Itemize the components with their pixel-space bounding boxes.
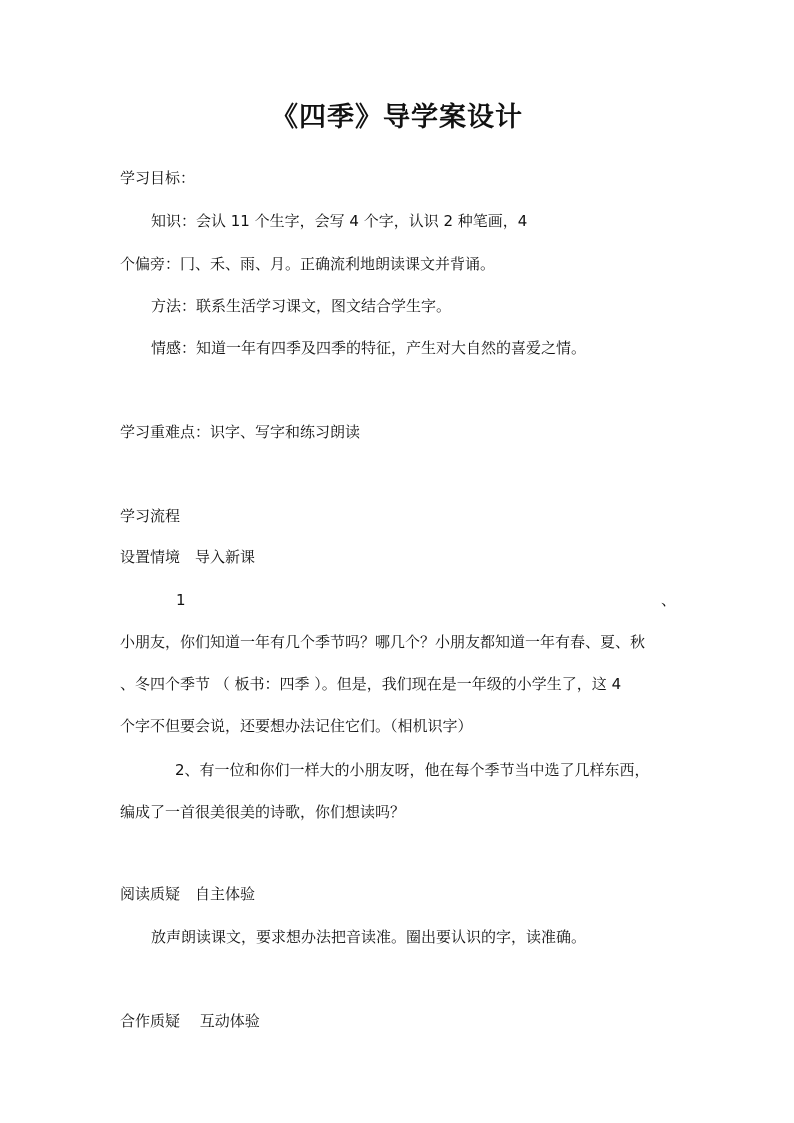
- item1-line2: 、冬四个季节 （ 板书：四季 ）。但是，我们现在是一年级的小学生了，这 4: [120, 675, 622, 693]
- objective-method: 方法：联系生活学习课文，图文结合学生字。: [151, 297, 452, 315]
- item1-mark: 、: [661, 591, 677, 609]
- objective-knowledge-line2: 个偏旁：冂、禾、雨、月。正确流利地朗读课文并背诵。: [120, 255, 496, 273]
- item2-line2: 编成了一首很美很美的诗歌，你们想读吗？: [120, 803, 406, 821]
- item1-line3: 个字不但要会说，还要想办法记住它们。（相机识字）: [120, 717, 473, 735]
- section2-text: 放声朗读课文，要求想办法把音读准。圈出要认识的字，读准确。: [151, 928, 587, 946]
- section2-heading: 阅读质疑 自主体验: [120, 885, 256, 903]
- objective-emotion: 情感：知道一年有四季及四季的特征，产生对大自然的喜爱之情。: [151, 339, 587, 357]
- process-heading: 学习流程: [120, 507, 181, 525]
- item1-number: 1: [176, 591, 186, 609]
- key-points: 学习重难点：识字、写字和练习朗读: [120, 423, 361, 441]
- objectives-heading: 学习目标：: [120, 169, 196, 187]
- item2-line1: 2、有一位和你们一样大的小朋友呀，他在每个季节当中选了几样东西，: [175, 761, 650, 779]
- section1-heading: 设置情境 导入新课: [120, 548, 256, 566]
- document-title: 《四季》导学案设计: [271, 102, 523, 133]
- section3-heading: 合作质疑 互动体验: [120, 1012, 260, 1030]
- item1-line1: 小朋友，你们知道一年有几个季节吗？哪几个？小朋友都知道一年有春、夏、秋: [120, 633, 646, 651]
- objective-knowledge-line1: 知识：会认 11 个生字，会写 4 个字，认识 2 种笔画，4: [151, 212, 528, 230]
